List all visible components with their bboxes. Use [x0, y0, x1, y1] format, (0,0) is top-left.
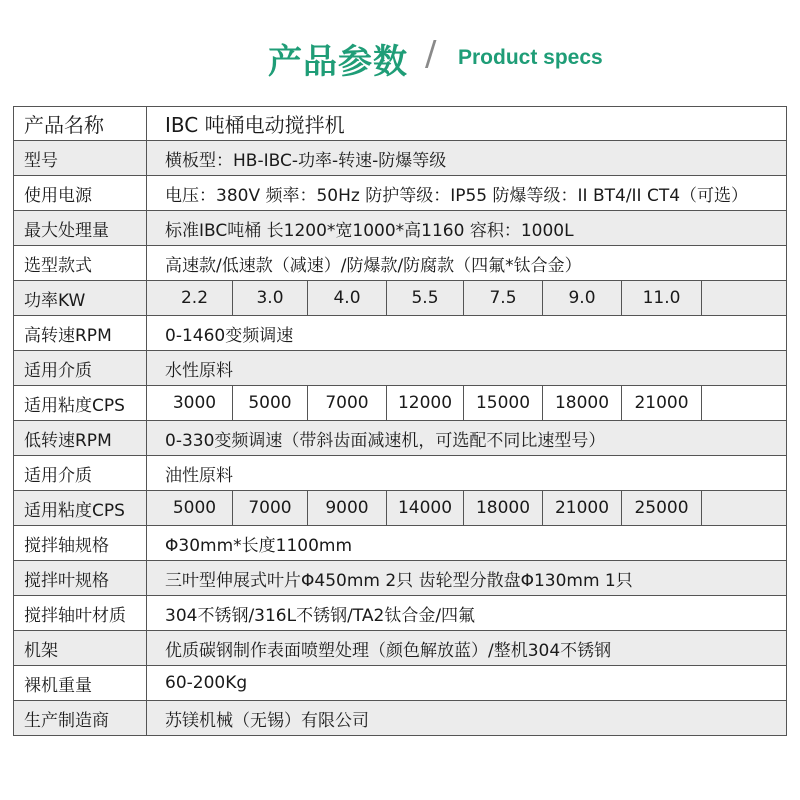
spec-value-text: 高速款/低速款（减速）/防爆款/防腐款（四氟*钛合金） [165, 255, 582, 276]
spec-value [147, 631, 787, 666]
spec-value [147, 421, 787, 456]
spec-value-text: 60-200Kg [165, 673, 248, 693]
spec-value [147, 526, 787, 561]
spec-row [14, 701, 787, 736]
spec-value-text: 横板型：HB-IBC-功率-转速-防爆等级 [165, 150, 447, 171]
spec-row [14, 491, 787, 526]
spec-row [14, 316, 787, 351]
spec-row [14, 107, 787, 141]
spec-label: 适用粘度CPS [14, 491, 147, 526]
spec-row [14, 456, 787, 491]
spec-value [147, 351, 787, 386]
spec-value-cell: 18000 [464, 491, 543, 525]
spec-row [14, 211, 787, 246]
spec-label: 使用电源 [14, 176, 147, 211]
spec-label: 低转速RPM [14, 421, 147, 456]
spec-value-cell: 2.2 [157, 281, 233, 315]
spec-value-cell: 7000 [308, 386, 387, 420]
spec-label: 生产制造商 [14, 701, 147, 736]
page-subtitle: Product specs [458, 46, 603, 69]
spec-value [147, 666, 787, 701]
spec-row [14, 176, 787, 211]
spec-row [14, 281, 787, 316]
spec-value-cell: 5000 [233, 386, 308, 420]
spec-value-text: 0-330变频调速（带斜齿面减速机，可选配不同比速型号） [165, 430, 606, 451]
spec-value [147, 491, 787, 526]
spec-label: 最大处理量 [14, 211, 147, 246]
spec-value-cell: 25000 [622, 491, 702, 525]
spec-value-cell: 9.0 [543, 281, 622, 315]
spec-value-cell: 21000 [622, 386, 702, 420]
spec-label: 适用粘度CPS [14, 386, 147, 421]
spec-label: 适用介质 [14, 351, 147, 386]
spec-label: 搅拌轴叶材质 [14, 596, 147, 631]
spec-value [147, 246, 787, 281]
spec-value-cell: 5.5 [387, 281, 464, 315]
spec-label: 适用介质 [14, 456, 147, 491]
spec-value [147, 701, 787, 736]
spec-value-text: 油性原料 [165, 465, 233, 486]
spec-value [147, 281, 787, 316]
spec-value-cell: 7000 [233, 491, 308, 525]
spec-value-cell-empty [702, 281, 786, 315]
spec-value [147, 211, 787, 246]
spec-value-grid [157, 281, 786, 315]
spec-value-cell: 3000 [157, 386, 233, 420]
spec-value [147, 596, 787, 631]
spec-label: 功率KW [14, 281, 147, 316]
spec-value-text: 电压：380V 频率：50Hz 防护等级：IP55 防爆等级：II BT4/II CT4（可选） [165, 185, 749, 206]
spec-row [14, 526, 787, 561]
spec-value-text: 标准IBC吨桶 长1200*宽1000*高1160 容积：1000L [165, 220, 574, 241]
spec-value-cell: 9000 [308, 491, 387, 525]
spec-label: 型号 [14, 141, 147, 176]
spec-value-cell: 21000 [543, 491, 622, 525]
spec-value-text: IBC 吨桶电动搅拌机 [165, 113, 345, 137]
spec-label: 搅拌叶规格 [14, 561, 147, 596]
spec-value [147, 386, 787, 421]
spec-value [147, 561, 787, 596]
spec-value-cell: 14000 [387, 491, 464, 525]
spec-row [14, 141, 787, 176]
page-header [0, 30, 800, 90]
spec-value-cell: 4.0 [308, 281, 387, 315]
spec-value-cell: 18000 [543, 386, 622, 420]
spec-value [147, 456, 787, 491]
spec-label: 机架 [14, 631, 147, 666]
spec-value-text: 三叶型伸展式叶片Φ450mm 2只 齿轮型分散盘Φ130mm 1只 [165, 570, 633, 591]
spec-row [14, 561, 787, 596]
page-title: 产品参数 [268, 42, 408, 82]
spec-label: 裸机重量 [14, 666, 147, 701]
spec-value-cell-empty [702, 491, 786, 525]
spec-row [14, 351, 787, 386]
spec-row [14, 421, 787, 456]
spec-value-text: 水性原料 [165, 360, 233, 381]
spec-value [147, 176, 787, 211]
spec-value-cell: 15000 [464, 386, 543, 420]
spec-value-cell: 11.0 [622, 281, 702, 315]
title-divider: / [425, 34, 437, 74]
spec-value-text: Φ30mm*长度1100mm [165, 535, 353, 556]
spec-label: 高转速RPM [14, 316, 147, 351]
spec-value-cell: 7.5 [464, 281, 543, 315]
spec-label: 产品名称 [14, 107, 147, 141]
spec-value-cell: 12000 [387, 386, 464, 420]
spec-value-cell: 3.0 [233, 281, 308, 315]
spec-row [14, 596, 787, 631]
spec-row [14, 246, 787, 281]
specs-table-body [14, 107, 787, 736]
spec-value-grid [157, 491, 786, 525]
spec-value-cell-empty [702, 386, 786, 420]
spec-row [14, 666, 787, 701]
spec-label: 选型款式 [14, 246, 147, 281]
spec-row [14, 386, 787, 421]
spec-value-text: 304不锈钢/316L不锈钢/TA2钛合金/四氟 [165, 605, 476, 626]
spec-value-text: 优质碳钢制作表面喷塑处理（颜色解放蓝）/整机304不锈钢 [165, 640, 612, 661]
spec-value-text: 苏镁机械（无锡）有限公司 [165, 710, 369, 731]
spec-value [147, 107, 787, 141]
specs-table [13, 106, 787, 736]
spec-value [147, 316, 787, 351]
spec-label: 搅拌轴规格 [14, 526, 147, 561]
spec-value-text: 0-1460变频调速 [165, 325, 294, 346]
spec-value-cell: 5000 [157, 491, 233, 525]
spec-value-grid [157, 386, 786, 420]
spec-value [147, 141, 787, 176]
spec-row [14, 631, 787, 666]
